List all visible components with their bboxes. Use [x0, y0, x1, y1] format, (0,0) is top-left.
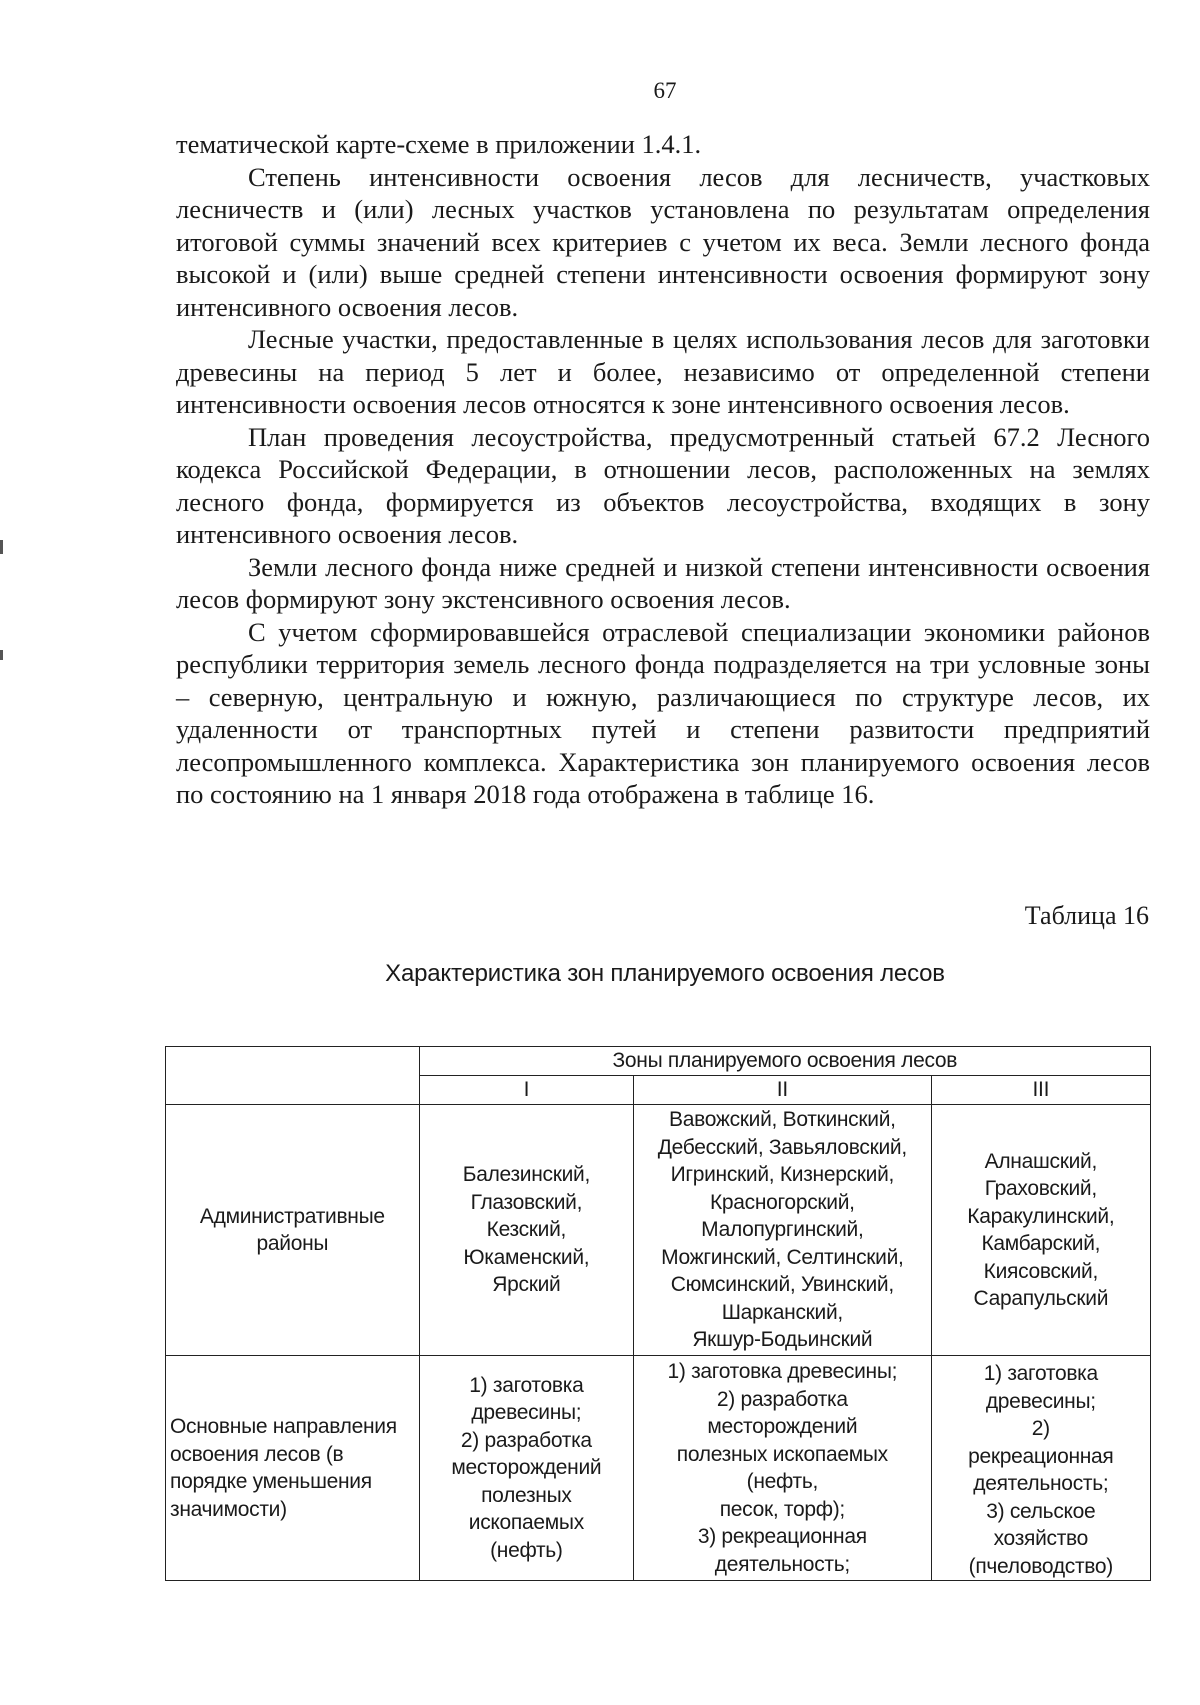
body-text — [176, 128, 1150, 811]
table-corner-cell — [166, 1047, 420, 1105]
table-cell: Алнашский, Граховский, Каракулинский, Камбарский, Киясовский, Сарапульский — [931, 1105, 1150, 1356]
zones-group-header: Зоны планируемого освоения лесов — [419, 1047, 1150, 1076]
scan-edge-mark — [0, 650, 3, 660]
zone-header-3: III — [931, 1076, 1150, 1105]
paragraph: План проведения лесоустройства, предусмотренный статьей 67.2 Лесного кодекса Российской Федерации, в отношении лесов, расположенных на землях лесного фонда, формируется из объектов лесоустройства, входящих в зону интенсивного освоения лесов. — [176, 421, 1150, 549]
table-row — [166, 1356, 1151, 1581]
paragraph: тематической карте-схеме в приложении 1.4.1. — [176, 129, 702, 159]
zone-header-1: I — [419, 1076, 633, 1105]
zone-header-2: II — [634, 1076, 932, 1105]
paragraph: Степень интенсивности освоения лесов для лесничеств, участковых лесничеств и (или) лесных участков установлена по результатам определения итоговой суммы значений всех критериев с учетом их веса. Земли лесного фонда высокой и (или) выше средней степени интенсивности освоения формируют зону интенсивного освоения лесов. — [176, 161, 1150, 322]
table-cell: Вавожский, Воткинский, Дебесский, Завьяловский, Игринский, Кизнерский, Красногорский, Малопургинский, Можгинский, Селтинский, Сюмсинский, Увинский, Шарканский, Якшур-Бодьинский — [634, 1105, 932, 1356]
paragraph: С учетом сформировавшейся отраслевой специализации экономики районов республики территория земель лесного фонда подразделяется на три условные зоны – северную, центральную и южную, различающиеся по структуре лесов, их удаленности от транспортных путей и степени развитости предприятий лесопромышленного комплекса. Характеристика зон планируемого освоения лесов по состоянию на 1 января 2018 года отображена в таблице 16. — [176, 616, 1150, 809]
table-header-row — [166, 1047, 1151, 1076]
table-cell: Балезинский, Глазовский, Кезский, Юкаменский, Ярский — [419, 1105, 633, 1356]
table-cell: 1) заготовка древесины; 2) разработка месторождений полезных ископаемых (нефть, песок, торф); 3) рекреационная деятельность; — [634, 1356, 932, 1581]
table-title: Характеристика зон планируемого освоения лесов — [385, 960, 945, 987]
table-cell: 1) заготовка древесины; 2) рекреационная деятельность; 3) сельское хозяйство (пчеловодство) — [931, 1356, 1150, 1581]
row-label: Основные направления освоения лесов (в порядке уменьшения значимости) — [166, 1356, 420, 1581]
scan-edge-mark — [0, 540, 3, 554]
zones-table — [165, 1046, 1151, 1581]
row-label: Административные районы — [166, 1105, 420, 1356]
table-cell: 1) заготовка древесины; 2) разработка месторождений полезных ископаемых (нефть) — [419, 1356, 633, 1581]
paragraph: Лесные участки, предоставленные в целях использования лесов для заготовки древесины на период 5 лет и более, независимо от определенной степени интенсивности освоения лесов относятся к зоне интенсивного освоения лесов. — [176, 324, 1150, 419]
table-row — [166, 1105, 1151, 1356]
table-label: Таблица 16 — [1024, 901, 1149, 930]
paragraph: Земли лесного фонда ниже средней и низкой степени интенсивности освоения лесов формируют зону экстенсивного освоения лесов. — [176, 551, 1150, 614]
page-number: 67 — [653, 78, 677, 103]
